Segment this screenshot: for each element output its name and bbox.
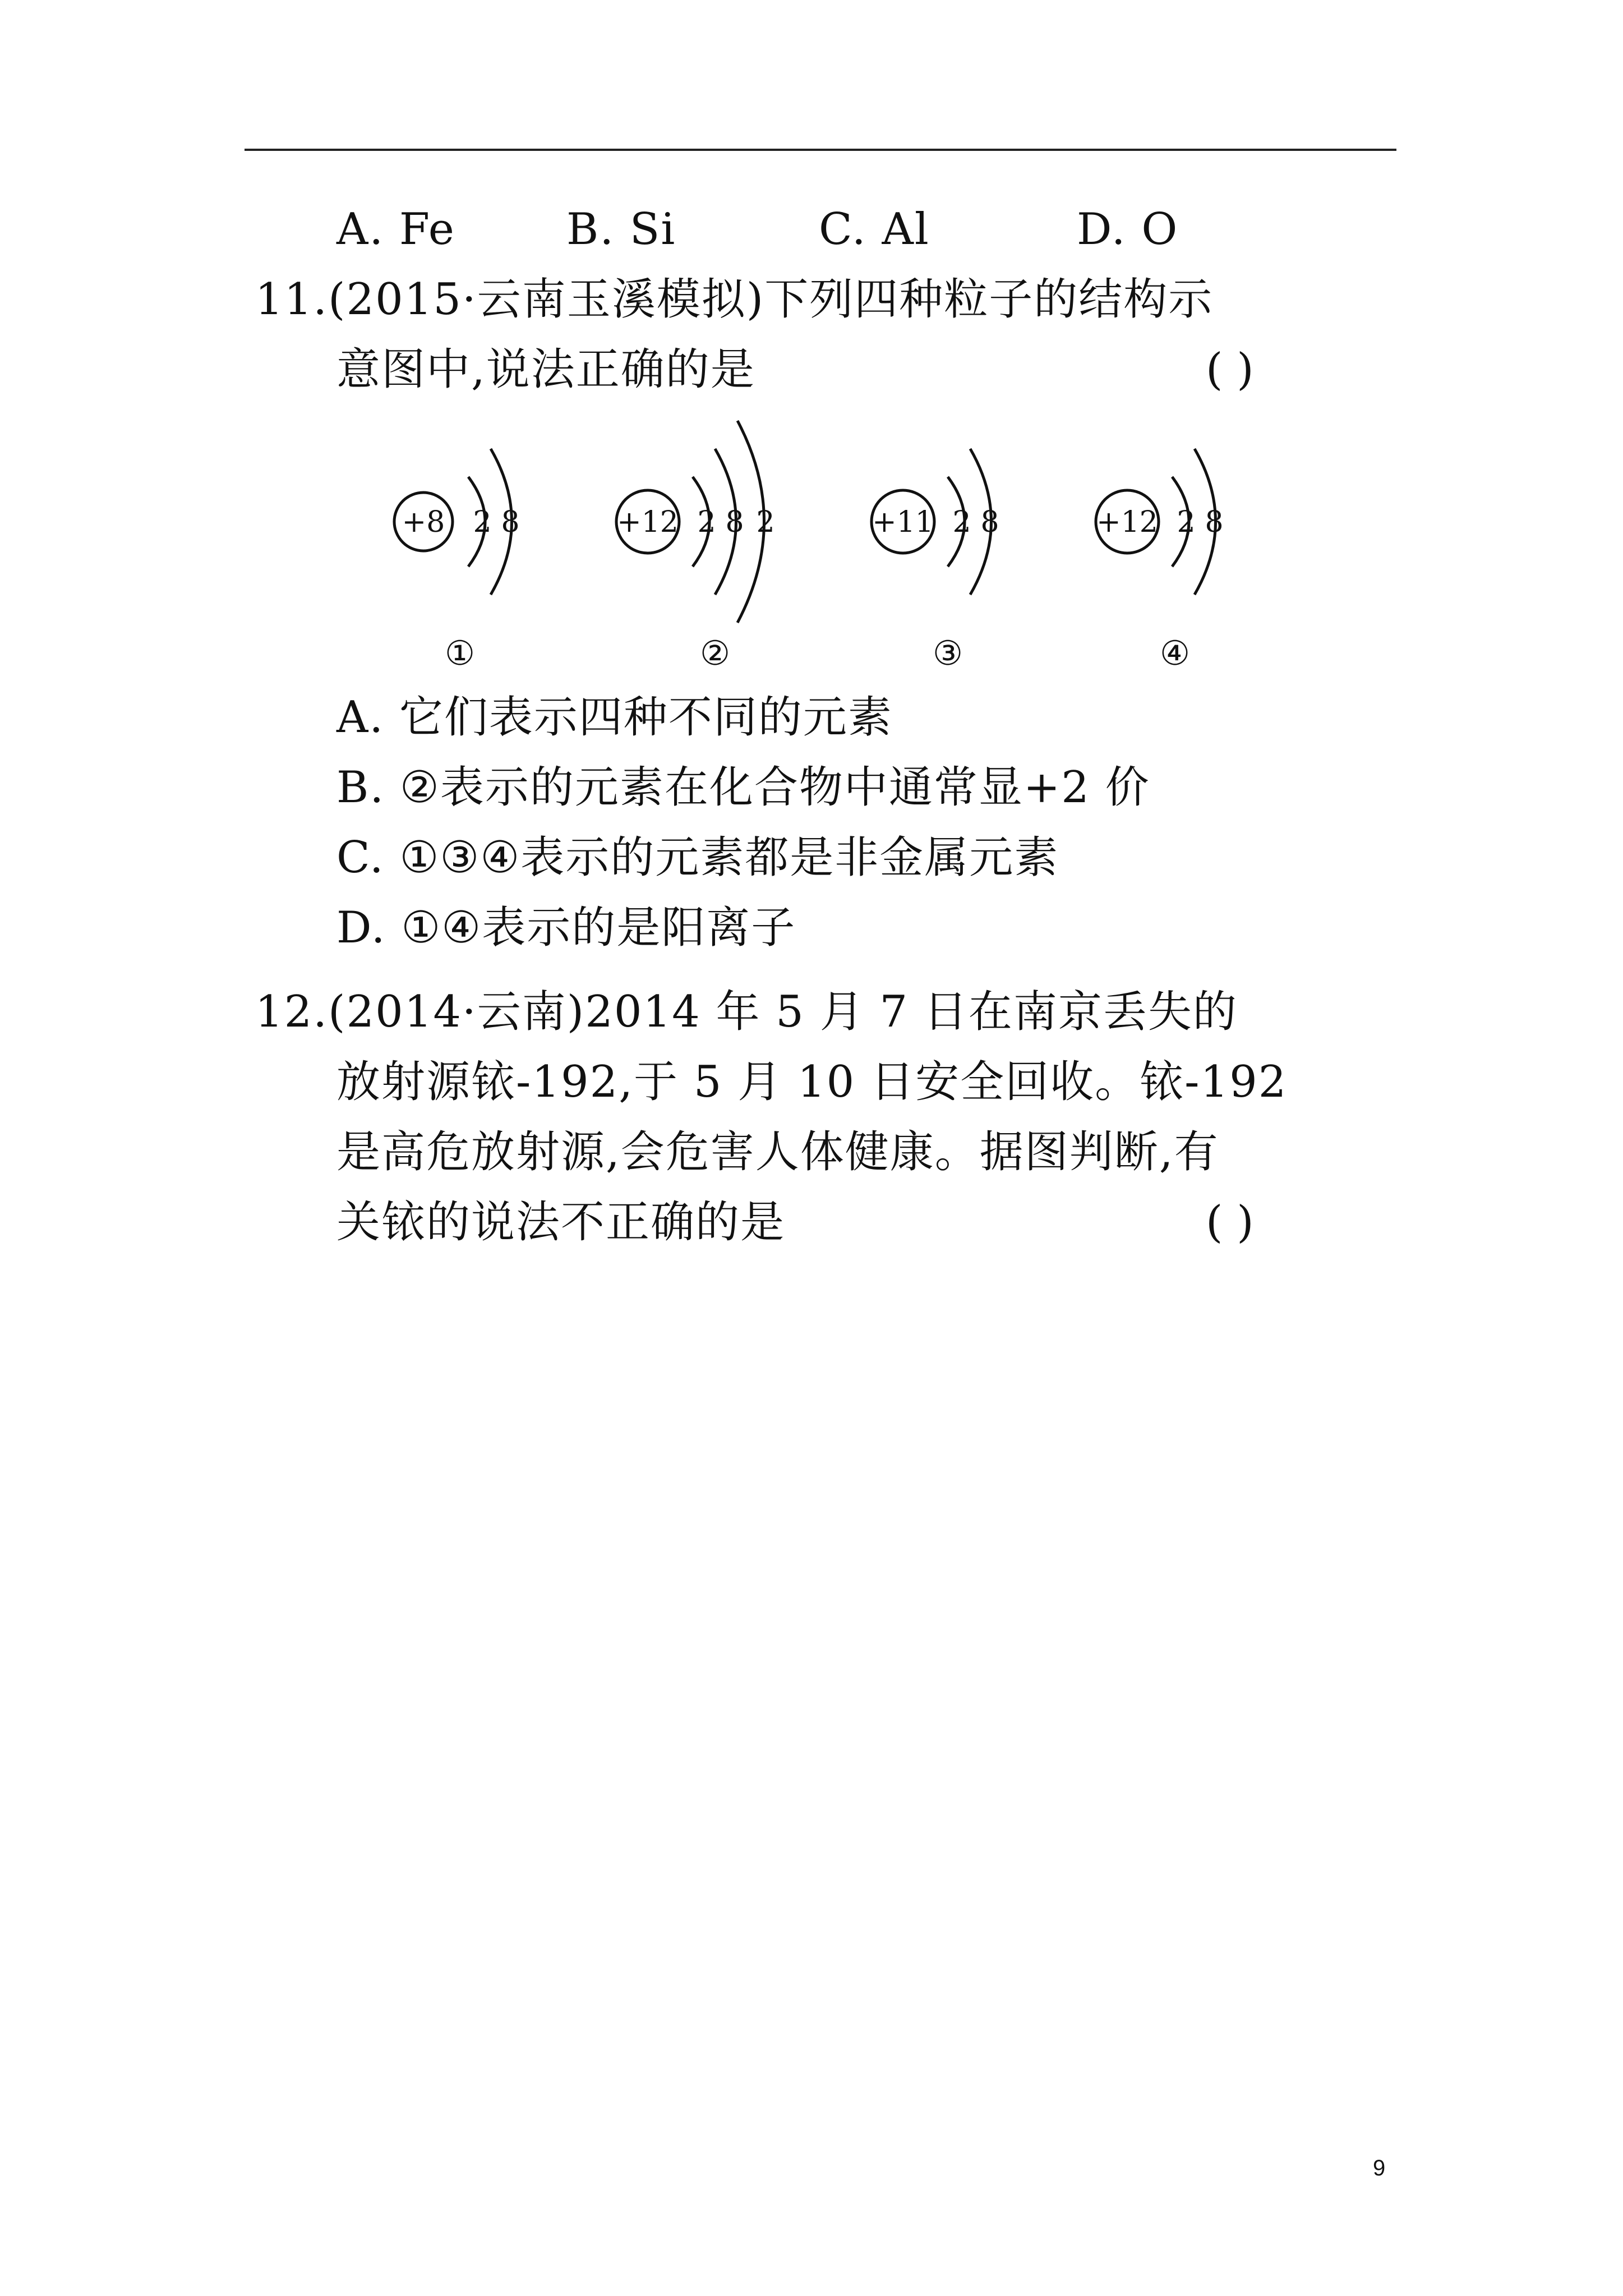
q10-options (336, 204, 1234, 255)
q12-answer-paren: ( ) (1206, 1197, 1254, 1248)
particle-2-shell-2: 8 (725, 505, 744, 539)
q10-option-d: D. O (1077, 204, 1179, 255)
q11-stem-line2: 意图中,说法正确的是 (336, 344, 755, 395)
particle-4-nucleus-charge: +12 (1096, 505, 1158, 539)
particle-2-nucleus-charge: +12 (617, 505, 679, 539)
particle-4-label: ④ (1160, 634, 1190, 673)
q12-line1: 12.(2014·云南)2014 年 5 月 7 日在南京丢失的 (255, 987, 1238, 1037)
particle-2-shell-3: 2 (756, 505, 775, 539)
q12-line2: 放射源铱-192,于 5 月 10 日安全回收。铱-192 (336, 1057, 1288, 1107)
q11-stem-line1: 11.(2015·云南玉溪模拟)下列四种粒子的结构示 (255, 274, 1214, 325)
header-rule (245, 149, 1396, 151)
q10-option-c: C. Al (819, 204, 930, 255)
particle-2-label: ② (700, 634, 730, 673)
q11-option-a: A. 它们表示四种不同的元素 (336, 692, 893, 743)
particle-3-nucleus-charge: +11 (872, 505, 934, 539)
particle-4-shell-1: 2 (1177, 505, 1196, 539)
q10-option-a: A. Fe (336, 204, 455, 255)
particle-4-shell-2: 8 (1205, 505, 1224, 539)
q11-option-d: D. ①④表示的是阳离子 (336, 903, 796, 953)
particle-3-label: ③ (933, 634, 963, 673)
q10-option-b: B. Si (566, 204, 676, 255)
q11-option-b: B. ②表示的元素在化合物中通常显+2 价 (336, 762, 1150, 813)
particle-1-shell-1: 2 (473, 505, 492, 539)
q12-line4: 关铱的说法不正确的是 (336, 1197, 786, 1248)
particle-2-shell-1: 2 (697, 505, 716, 539)
q11-option-c: C. ①③④表示的元素都是非金属元素 (336, 832, 1059, 883)
q12-line3: 是高危放射源,会危害人体健康。据图判断,有 (336, 1127, 1219, 1177)
q11-answer-paren: ( ) (1206, 344, 1254, 395)
particle-3-shell-1: 2 (952, 505, 971, 539)
page-number: 9 (1373, 2156, 1386, 2180)
particle-1-nucleus-charge: +8 (402, 505, 445, 539)
particle-1-shell-2: 8 (501, 505, 520, 539)
particle-1-label: ① (445, 634, 475, 673)
particle-structure-diagrams (348, 404, 1301, 696)
particle-3-shell-2: 8 (980, 505, 999, 539)
